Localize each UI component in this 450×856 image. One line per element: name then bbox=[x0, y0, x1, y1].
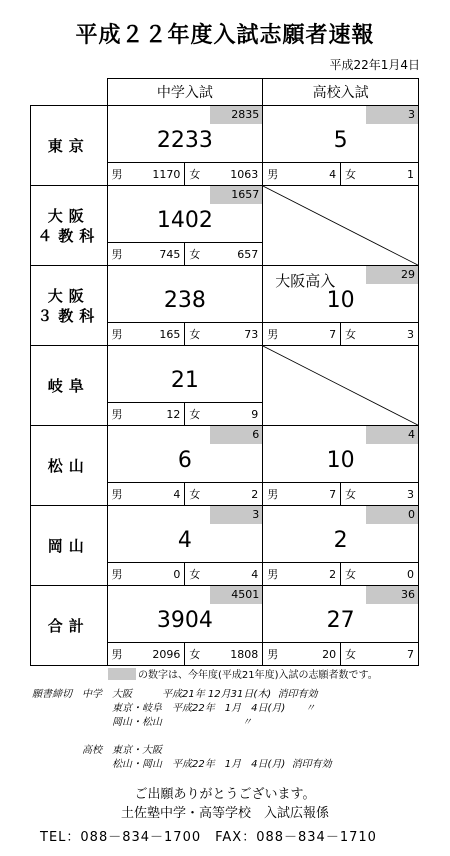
row-label bbox=[31, 506, 108, 586]
row-label bbox=[31, 346, 108, 426]
middle-cell bbox=[107, 506, 263, 586]
female-label: 女 bbox=[189, 488, 201, 501]
gender-breakdown bbox=[108, 482, 263, 505]
school-name: 土佐塾中学・高等学校 入試広報係 bbox=[120, 806, 329, 821]
row-label-text: 岡山 bbox=[47, 536, 90, 555]
total-count: 2 bbox=[333, 528, 348, 553]
total-count: 27 bbox=[326, 608, 355, 633]
prev-year-count: 2835 bbox=[210, 106, 262, 124]
male-count: 7 bbox=[329, 327, 337, 341]
female-label: 女 bbox=[345, 568, 357, 581]
row-label-text: 松山 bbox=[47, 456, 90, 475]
prev-year-count: 4501 bbox=[210, 586, 262, 604]
high-cell bbox=[263, 186, 419, 266]
gender-breakdown bbox=[263, 642, 418, 665]
row-label-text: 大阪 ３教科 bbox=[37, 286, 101, 325]
female-count: 1808 bbox=[230, 647, 259, 661]
female-count: 9 bbox=[251, 407, 259, 421]
note-line: 願書締切 中学 大阪 平成21年 12月31日(木) 消印有効 bbox=[32, 689, 318, 700]
table-row bbox=[31, 506, 419, 586]
gender-breakdown bbox=[263, 322, 418, 345]
row-label bbox=[31, 106, 108, 186]
row-label bbox=[31, 266, 108, 346]
male-label: 男 bbox=[111, 248, 123, 261]
female-label: 女 bbox=[189, 408, 201, 421]
prev-year-count: 0 bbox=[366, 506, 418, 524]
female-label: 女 bbox=[345, 168, 357, 181]
prev-year-count: 36 bbox=[366, 586, 418, 604]
table-row bbox=[31, 586, 419, 666]
row-label-text: 東京 bbox=[47, 136, 90, 155]
row-label-text: 大阪 ４教科 bbox=[37, 206, 101, 245]
high-cell bbox=[263, 346, 419, 426]
male-count: 2096 bbox=[152, 647, 181, 661]
diagonal-slash bbox=[263, 346, 418, 425]
male-count: 4 bbox=[329, 167, 337, 181]
total-count: 1402 bbox=[156, 208, 213, 233]
total-count: 5 bbox=[333, 128, 348, 153]
female-label: 女 bbox=[345, 328, 357, 341]
total-count: 10 bbox=[326, 288, 355, 313]
note-line: 東京・岐阜 平成22年 1月 4日(月) 〃 bbox=[32, 703, 316, 714]
male-count: 7 bbox=[329, 487, 337, 501]
female-label: 女 bbox=[189, 168, 201, 181]
total-count: 3904 bbox=[156, 608, 213, 633]
male-label: 男 bbox=[111, 408, 123, 421]
female-count: 73 bbox=[244, 327, 259, 341]
female-count: 2 bbox=[251, 487, 259, 501]
male-count: 2 bbox=[329, 567, 337, 581]
row-label-text: 合計 bbox=[47, 616, 90, 635]
male-label: 男 bbox=[111, 648, 123, 661]
row-label bbox=[31, 586, 108, 666]
report-date: 平成22年1月4日 bbox=[329, 58, 420, 72]
applicant-table bbox=[30, 78, 419, 666]
total-count: 4 bbox=[177, 528, 192, 553]
high-cell bbox=[263, 426, 419, 506]
total-count: 238 bbox=[163, 288, 206, 313]
table-row bbox=[31, 266, 419, 346]
total-count: 6 bbox=[177, 448, 192, 473]
high-cell bbox=[263, 266, 419, 346]
gender-breakdown bbox=[108, 242, 263, 265]
male-count: 745 bbox=[159, 247, 181, 261]
diagonal-slash bbox=[263, 186, 418, 265]
male-label: 男 bbox=[111, 328, 123, 341]
deadline-notes bbox=[32, 688, 332, 772]
gender-breakdown bbox=[263, 162, 418, 185]
male-count: 4 bbox=[173, 487, 181, 501]
female-label: 女 bbox=[345, 648, 357, 661]
female-label: 女 bbox=[345, 488, 357, 501]
female-count: 0 bbox=[407, 567, 414, 581]
female-count: 1 bbox=[407, 167, 414, 181]
total-count: 10 bbox=[326, 448, 355, 473]
table-row bbox=[31, 426, 419, 506]
note-line: 岡山・松山 〃 bbox=[32, 717, 252, 728]
male-count: 1170 bbox=[152, 167, 181, 181]
middle-cell bbox=[107, 106, 263, 186]
gender-breakdown bbox=[108, 562, 263, 585]
middle-cell bbox=[107, 266, 263, 346]
male-count: 12 bbox=[166, 407, 181, 421]
gender-breakdown bbox=[263, 482, 418, 505]
prev-year-count: 4 bbox=[366, 426, 418, 444]
gender-breakdown bbox=[108, 322, 263, 345]
male-count: 20 bbox=[322, 647, 337, 661]
male-count: 165 bbox=[159, 327, 181, 341]
middle-cell bbox=[107, 426, 263, 506]
prev-year-count: 6 bbox=[210, 426, 262, 444]
middle-cell bbox=[107, 186, 263, 266]
table-row bbox=[31, 346, 419, 426]
legend bbox=[108, 666, 378, 681]
prev-year-count: 29 bbox=[366, 266, 418, 284]
total-count: 2233 bbox=[156, 128, 213, 153]
prev-year-count: 3 bbox=[366, 106, 418, 124]
prev-year-count: 3 bbox=[210, 506, 262, 524]
gender-breakdown bbox=[263, 562, 418, 585]
row-label-text: 岐阜 bbox=[47, 376, 90, 395]
male-label: 男 bbox=[267, 328, 279, 341]
female-count: 3 bbox=[407, 327, 414, 341]
note-line: 松山・岡山 平成22年 1月 4日(月) 消印有効 bbox=[32, 759, 332, 770]
female-count: 7 bbox=[407, 647, 414, 661]
prev-year-count: 1657 bbox=[210, 186, 262, 204]
male-count: 0 bbox=[173, 567, 181, 581]
female-label: 女 bbox=[189, 648, 201, 661]
female-count: 4 bbox=[251, 567, 259, 581]
page-title: 平成２２年度入試志願者速報 bbox=[75, 23, 375, 48]
col-header-middle: 中学入試 bbox=[107, 79, 263, 106]
table-row bbox=[31, 106, 419, 186]
female-label: 女 bbox=[189, 328, 201, 341]
male-label: 男 bbox=[111, 168, 123, 181]
legend-text: の数字は、今年度(平成21年度)入試の志願者数です。 bbox=[138, 670, 378, 681]
male-label: 男 bbox=[267, 168, 279, 181]
high-cell bbox=[263, 106, 419, 186]
note-line: 高校 東京・大阪 bbox=[32, 745, 162, 756]
male-label: 男 bbox=[267, 568, 279, 581]
high-cell bbox=[263, 506, 419, 586]
table-row bbox=[31, 186, 419, 266]
female-label: 女 bbox=[189, 568, 201, 581]
note-line bbox=[32, 730, 332, 744]
male-label: 男 bbox=[267, 488, 279, 501]
gender-breakdown bbox=[108, 402, 263, 425]
female-label: 女 bbox=[189, 248, 201, 261]
legend-swatch bbox=[108, 668, 136, 680]
high-cell bbox=[263, 586, 419, 666]
male-label: 男 bbox=[111, 568, 123, 581]
male-label: 男 bbox=[267, 648, 279, 661]
middle-cell bbox=[107, 346, 263, 426]
gender-breakdown bbox=[108, 642, 263, 665]
total-count: 21 bbox=[170, 368, 199, 393]
cell-caption: 大阪高入 bbox=[275, 272, 336, 290]
row-label bbox=[31, 186, 108, 266]
female-count: 1063 bbox=[230, 167, 259, 181]
female-count: 657 bbox=[237, 247, 259, 261]
thanks-text: ご出願ありがとうございます。 bbox=[134, 787, 316, 802]
contact-info: TEL：088－834－1700 FAX：088－834－1710 bbox=[40, 830, 377, 845]
gender-breakdown bbox=[108, 162, 263, 185]
male-label: 男 bbox=[111, 488, 123, 501]
row-label bbox=[31, 426, 108, 506]
middle-cell bbox=[107, 586, 263, 666]
col-header-high: 高校入試 bbox=[263, 79, 419, 106]
female-count: 3 bbox=[407, 487, 414, 501]
